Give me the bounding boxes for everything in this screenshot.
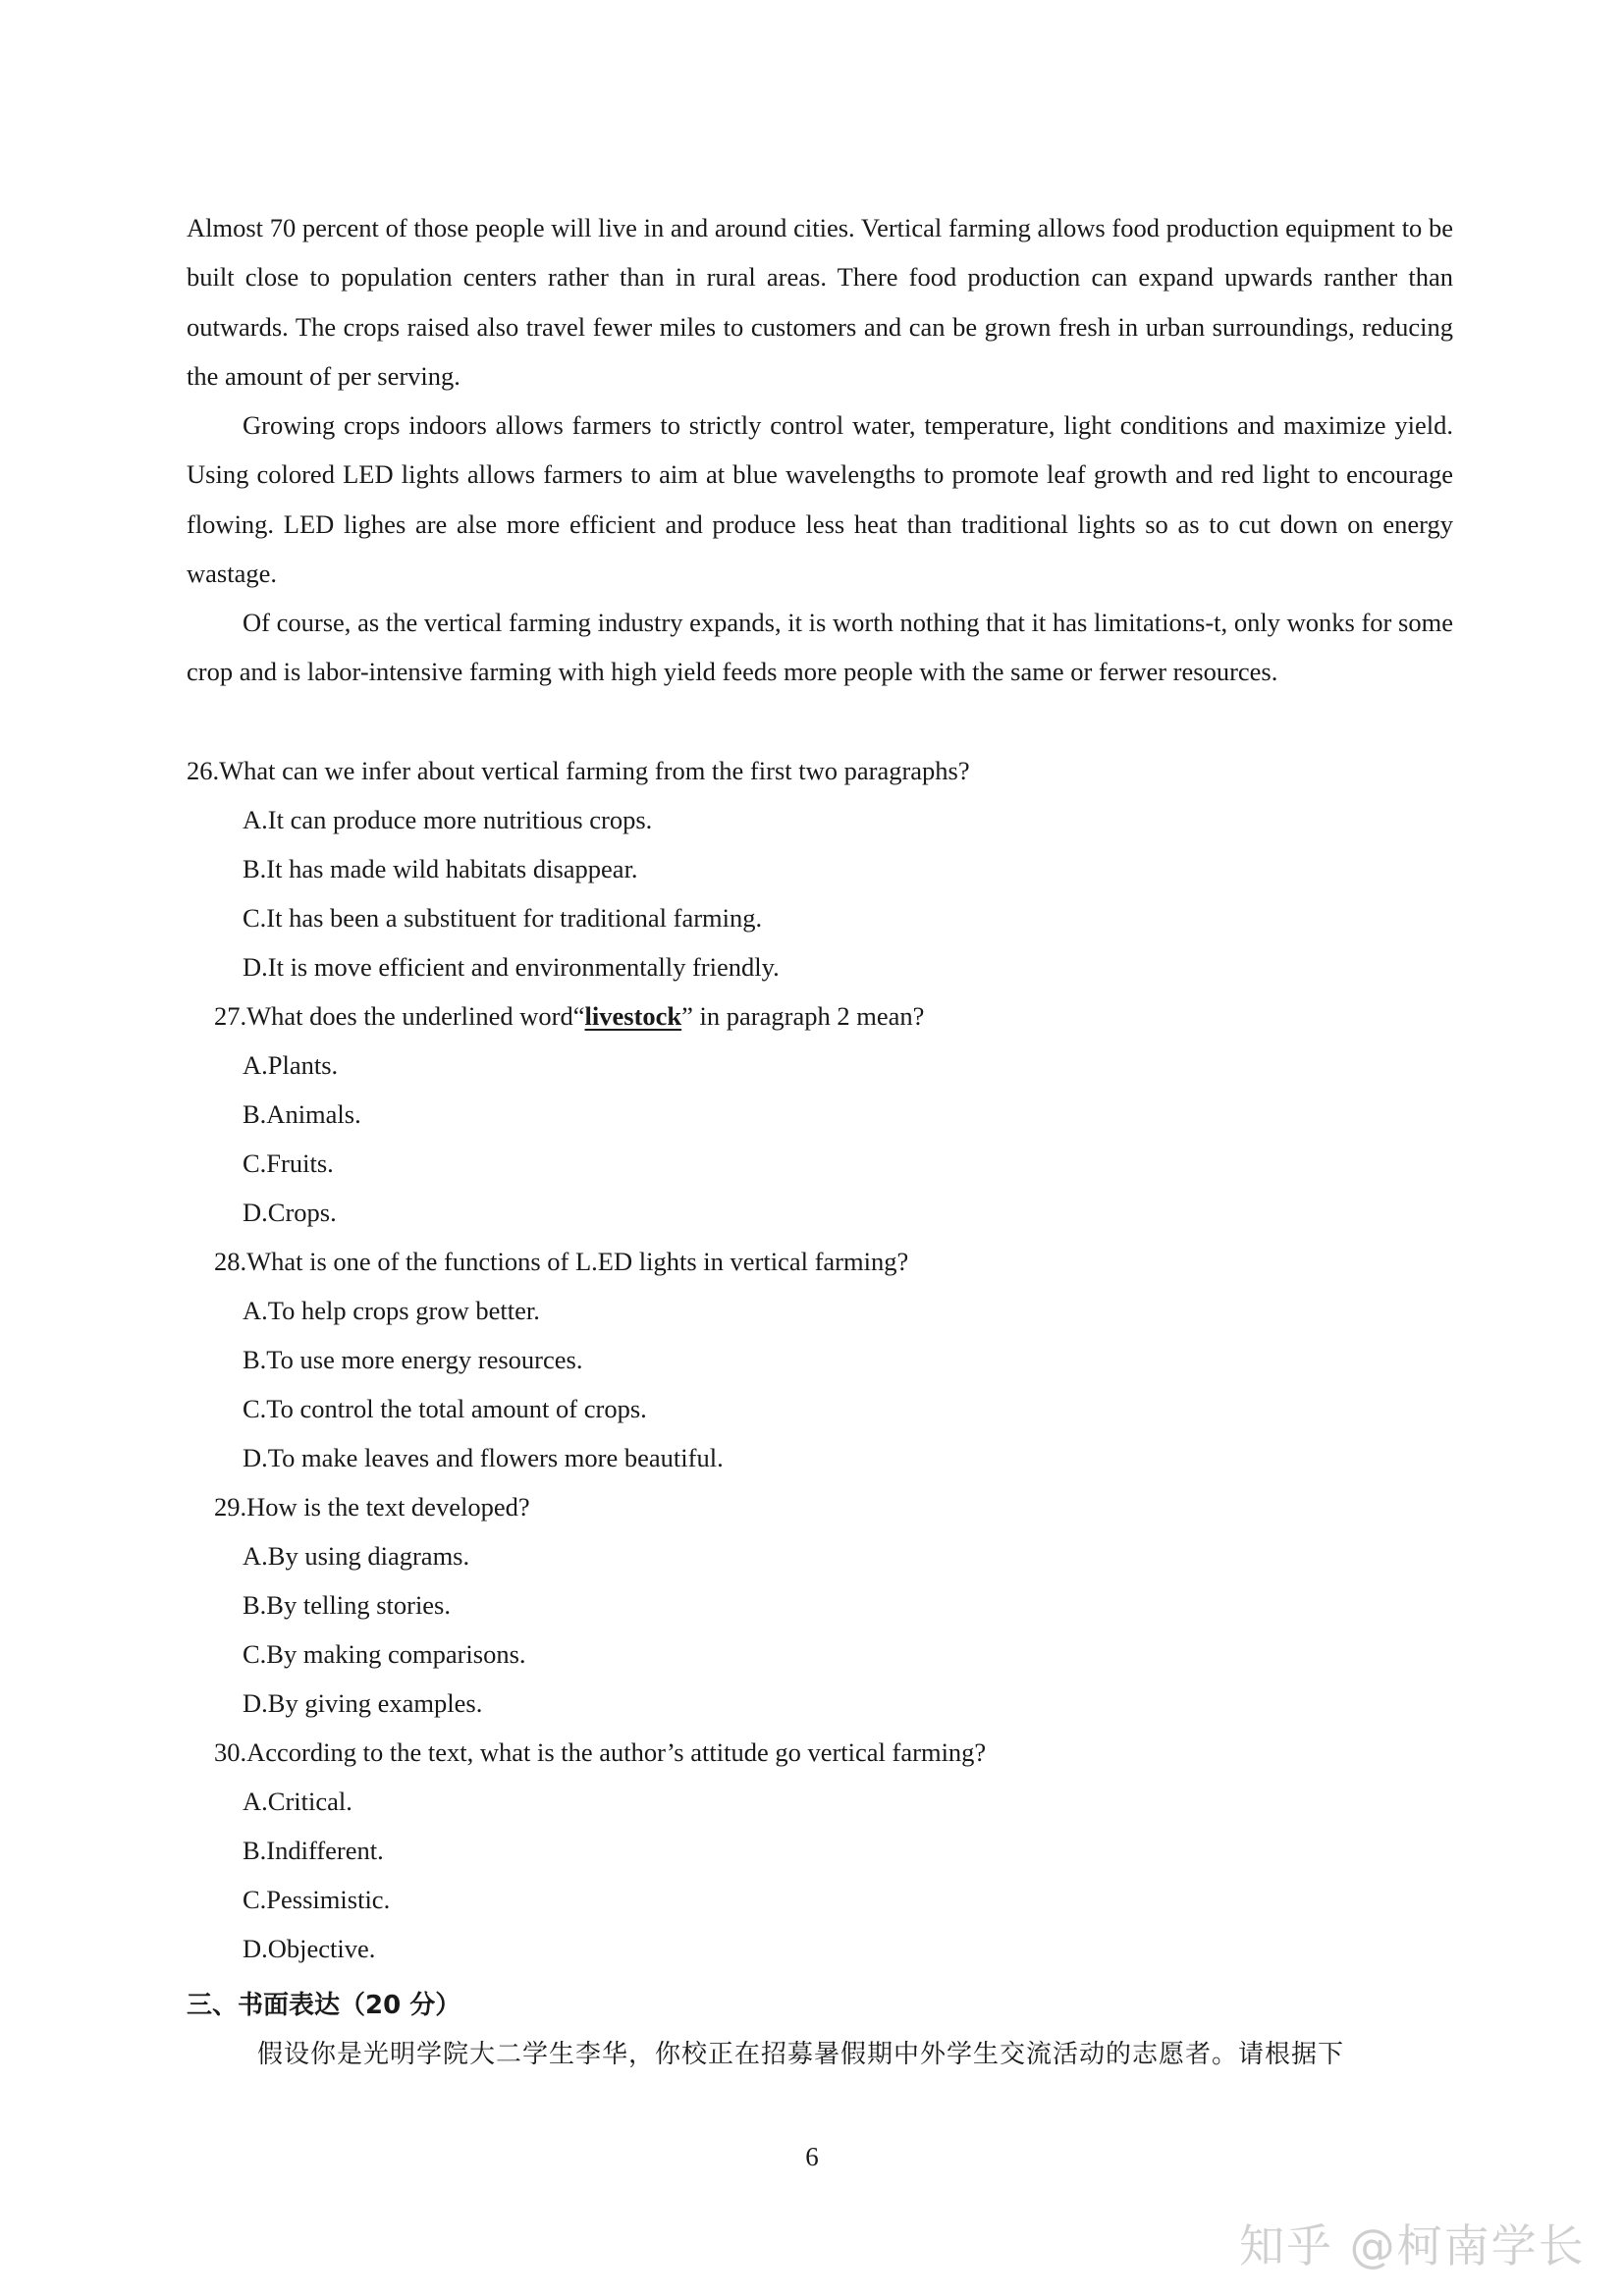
question-29-stem: 29.How is the text developed? <box>214 1492 530 1522</box>
question-29-option-d: D.By giving examples. <box>243 1688 483 1718</box>
passage-paragraph-2: Growing crops indoors allows farmers to strictly control water, temperature, light conditions and maximize yield. Using colored LED lights allows farmers to aim at blue wavelengths to promote leaf growth and red light to encourage flowing. LED lighes are alse more efficient and produce less heat than traditional lights so as to cut down on energy wastage. <box>187 410 1453 588</box>
question-29-option-a: A.By using diagrams. <box>243 1541 470 1571</box>
question-29-option-c: C.By making comparisons. <box>243 1639 526 1669</box>
question-30-option-b: B.Indifferent. <box>243 1836 384 1865</box>
question-28-option-a: A.To help crops grow better. <box>243 1296 540 1325</box>
page-number: 6 <box>805 2142 819 2171</box>
passage-paragraph-1: Almost 70 percent of those people will live in and around cities. Vertical farming allows food production equipment to be built close to population centers rather than in rural areas. There food production can expand upwards ranther than outwards. The crops raised also travel fewer miles to customers and can be grown fresh in urban surroundings, reducing the amount of per serving. <box>187 213 1453 391</box>
question-26-option-d: D.It is move efficient and environmentally friendly. <box>243 952 780 982</box>
underlined-word: livestock <box>584 1001 682 1031</box>
writing-section-title: 三、书面表达（20 分） <box>187 1991 461 2020</box>
question-27-stem-end: in paragraph 2 mean? <box>692 1001 925 1031</box>
question-28-option-b: B.To use more energy resources. <box>243 1345 583 1374</box>
question-28-option-c: C.To control the total amount of crops. <box>243 1394 647 1423</box>
question-27-option-d: D.Crops. <box>243 1198 337 1227</box>
open-quote: “ <box>572 1001 585 1031</box>
question-26-stem: 26.What can we infer about vertical farming from the first two paragraphs? <box>187 756 970 785</box>
question-27-option-b: B.Animals. <box>243 1099 361 1129</box>
question-27-option-c: C.Fruits. <box>243 1148 334 1178</box>
question-27-stem-start: 27.What does the underlined word <box>214 1001 573 1031</box>
question-27-option-a: A.Plants. <box>243 1050 339 1080</box>
question-28-stem: 28.What is one of the functions of L.ED lights in vertical farming? <box>214 1247 909 1276</box>
writing-section-intro: 假设你是光明学院大二学生李华，你校正在招募暑假期中外学生交流活动的志愿者。请根据下 <box>257 2040 1345 2069</box>
question-30-option-a: A.Critical. <box>243 1787 352 1816</box>
question-27-stem <box>214 991 924 1041</box>
watermark: 知乎 @柯南学长 <box>1239 2219 1586 2272</box>
question-29-option-b: B.By telling stories. <box>243 1590 451 1620</box>
passage-paragraph-3: Of course, as the vertical farming industry expands, it is worth nothing that it has limitations-t, only wonks for some crop and is labor-intensive farming with high yield feeds more people with the same or ferwer resources. <box>187 608 1453 687</box>
question-30-stem: 30.According to the text, what is the author’s attitude go vertical farming? <box>214 1737 987 1767</box>
question-30-option-d: D.Objective. <box>243 1934 376 1963</box>
question-30-option-c: C.Pessimistic. <box>243 1885 391 1914</box>
close-quote: ” <box>681 1001 693 1031</box>
question-26-option-b: B.It has made wild habitats disappear. <box>243 854 638 883</box>
question-26-option-c: C.It has been a substituent for traditional farming. <box>243 903 763 933</box>
question-26-option-a: A.It can produce more nutritious crops. <box>243 805 653 834</box>
question-28-option-d: D.To make leaves and flowers more beautiful. <box>243 1443 724 1472</box>
